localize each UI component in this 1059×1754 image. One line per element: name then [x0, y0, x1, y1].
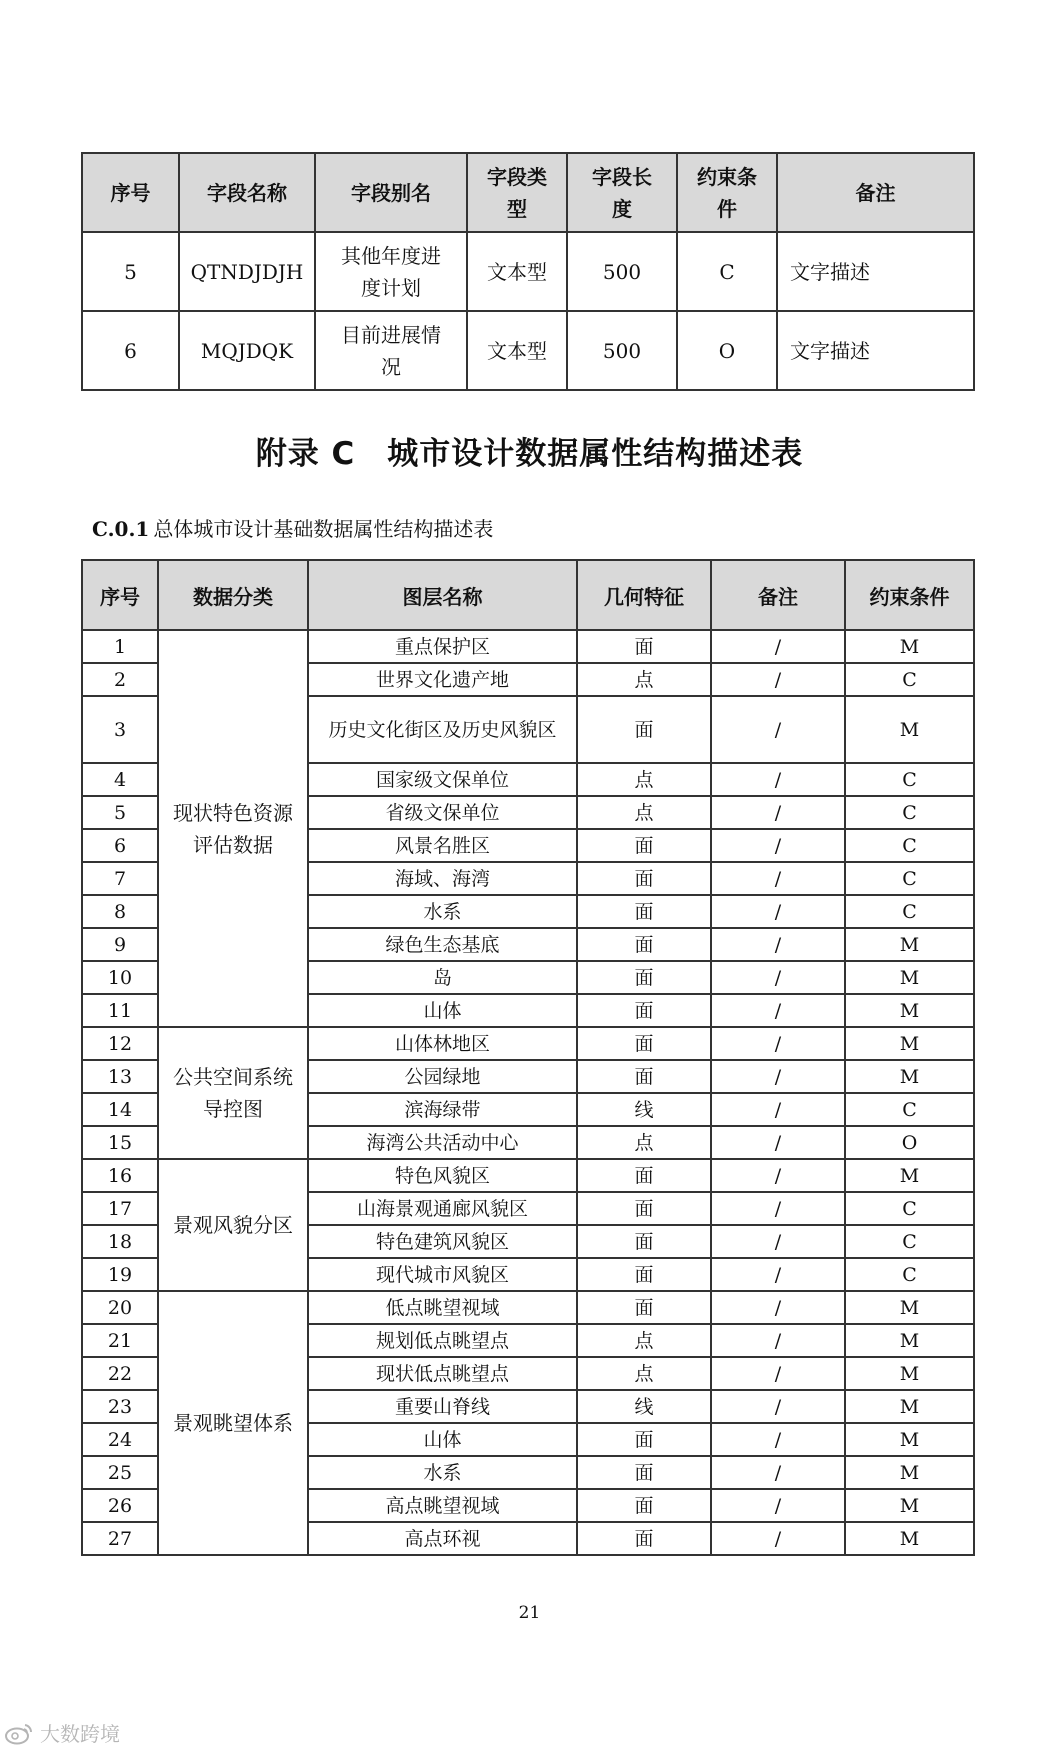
remark-cell: /: [711, 994, 845, 1027]
constraint-cell: C: [845, 1258, 974, 1291]
geometry-cell: 面: [577, 1060, 711, 1093]
field-alias-cell: 其他年度进度计划: [315, 232, 467, 311]
constraint-cell: M: [845, 1060, 974, 1093]
constraint-cell: C: [845, 829, 974, 862]
category-cell: 现状特色资源评估数据: [158, 630, 308, 1027]
remark-cell: /: [711, 1489, 845, 1522]
remark-cell: /: [711, 1060, 845, 1093]
section-title: 总体城市设计基础数据属性结构描述表: [153, 517, 494, 541]
field-table: [81, 152, 975, 391]
constraint-cell: M: [845, 994, 974, 1027]
remark-cell: 文字描述: [777, 232, 974, 311]
header-remark: 备注: [711, 560, 845, 630]
field-type-cell: 文本型: [467, 232, 567, 311]
constraint-cell: M: [845, 1291, 974, 1324]
layer-name-cell: 风景名胜区: [308, 829, 577, 862]
serial-cell: 6: [82, 829, 158, 862]
layer-name-cell: 特色风貌区: [308, 1159, 577, 1192]
serial-cell: 19: [82, 1258, 158, 1291]
constraint-cell: M: [845, 696, 974, 763]
serial-cell: 13: [82, 1060, 158, 1093]
geometry-cell: 面: [577, 1489, 711, 1522]
appendix-title: 附录 C 城市设计数据属性结构描述表: [255, 436, 804, 472]
remark-cell: 文字描述: [777, 311, 974, 390]
constraint-cell: M: [845, 1390, 974, 1423]
serial-cell: 17: [82, 1192, 158, 1225]
remark-cell: /: [711, 763, 845, 796]
layer-name-cell: 历史文化街区及历史风貌区: [308, 696, 577, 763]
layer-name-cell: 重要山脊线: [308, 1390, 577, 1423]
remark-cell: /: [711, 1456, 845, 1489]
header-field-length: 字段长度: [567, 153, 677, 232]
serial-cell: 7: [82, 862, 158, 895]
constraint-cell: M: [845, 1357, 974, 1390]
table-row: [82, 232, 974, 311]
layer-name-cell: 山体: [308, 994, 577, 1027]
layer-name-cell: 现状低点眺望点: [308, 1357, 577, 1390]
serial-cell: 8: [82, 895, 158, 928]
geometry-cell: 面: [577, 1159, 711, 1192]
remark-cell: /: [711, 895, 845, 928]
geometry-cell: 面: [577, 696, 711, 763]
serial-cell: 15: [82, 1126, 158, 1159]
remark-cell: /: [711, 1258, 845, 1291]
remark-cell: /: [711, 1027, 845, 1060]
constraint-cell: C: [845, 1225, 974, 1258]
serial-cell: 22: [82, 1357, 158, 1390]
serial-cell: 11: [82, 994, 158, 1027]
remark-cell: /: [711, 829, 845, 862]
geometry-cell: 点: [577, 1324, 711, 1357]
serial-cell: 25: [82, 1456, 158, 1489]
header-data-category: 数据分类: [158, 560, 308, 630]
serial-cell: 1: [82, 630, 158, 663]
layer-table-body: [82, 630, 974, 1555]
table-row: [82, 1027, 974, 1060]
header-field-name: 字段名称: [179, 153, 315, 232]
geometry-cell: 面: [577, 829, 711, 862]
serial-cell: 12: [82, 1027, 158, 1060]
serial-cell: 10: [82, 961, 158, 994]
serial-cell: 18: [82, 1225, 158, 1258]
layer-name-cell: 水系: [308, 895, 577, 928]
field-alias-cell: 目前进展情况: [315, 311, 467, 390]
section-caption: [92, 513, 493, 542]
constraint-cell: C: [845, 763, 974, 796]
remark-cell: /: [711, 630, 845, 663]
serial-cell: 5: [82, 796, 158, 829]
watermark-text: 大数跨境: [40, 1722, 120, 1746]
serial-cell: 16: [82, 1159, 158, 1192]
layer-name-cell: 国家级文保单位: [308, 763, 577, 796]
serial-cell: 21: [82, 1324, 158, 1357]
remark-cell: /: [711, 928, 845, 961]
header-serial: 序号: [82, 560, 158, 630]
header-serial: 序号: [82, 153, 179, 232]
table-row: [82, 1159, 974, 1192]
serial-cell: 26: [82, 1489, 158, 1522]
layer-name-cell: 规划低点眺望点: [308, 1324, 577, 1357]
geometry-cell: 面: [577, 1192, 711, 1225]
serial-cell: 14: [82, 1093, 158, 1126]
serial-cell: 27: [82, 1522, 158, 1555]
geometry-cell: 点: [577, 1126, 711, 1159]
constraint-cell: M: [845, 630, 974, 663]
remark-cell: /: [711, 663, 845, 696]
layer-name-cell: 水系: [308, 1456, 577, 1489]
constraint-cell: M: [845, 1423, 974, 1456]
remark-cell: /: [711, 796, 845, 829]
watermark: [4, 1718, 120, 1747]
header-layer-name: 图层名称: [308, 560, 577, 630]
remark-cell: /: [711, 1423, 845, 1456]
layer-name-cell: 山海景观通廊风貌区: [308, 1192, 577, 1225]
geometry-cell: 线: [577, 1093, 711, 1126]
serial-cell: 3: [82, 696, 158, 763]
constraint-cell: M: [845, 1522, 974, 1555]
serial-cell: 4: [82, 763, 158, 796]
remark-cell: /: [711, 1093, 845, 1126]
remark-cell: /: [711, 1159, 845, 1192]
geometry-cell: 面: [577, 994, 711, 1027]
section-number: C.0.1: [92, 517, 150, 541]
remark-cell: /: [711, 862, 845, 895]
category-cell: 景观风貌分区: [158, 1159, 308, 1291]
layer-name-cell: 特色建筑风貌区: [308, 1225, 577, 1258]
geometry-cell: 面: [577, 1291, 711, 1324]
constraint-cell: M: [845, 1456, 974, 1489]
layer-name-cell: 重点保护区: [308, 630, 577, 663]
layer-name-cell: 海域、海湾: [308, 862, 577, 895]
serial-cell: 6: [82, 311, 179, 390]
geometry-cell: 面: [577, 1225, 711, 1258]
geometry-cell: 面: [577, 895, 711, 928]
remark-cell: /: [711, 1192, 845, 1225]
field-name-cell: MQJDQK: [179, 311, 315, 390]
remark-cell: /: [711, 1390, 845, 1423]
serial-cell: 2: [82, 663, 158, 696]
geometry-cell: 面: [577, 961, 711, 994]
remark-cell: /: [711, 1126, 845, 1159]
geometry-cell: 面: [577, 1456, 711, 1489]
table-row: [82, 1291, 974, 1324]
geometry-cell: 面: [577, 1423, 711, 1456]
layer-name-cell: 低点眺望视域: [308, 1291, 577, 1324]
field-length-cell: 500: [567, 232, 677, 311]
layer-name-cell: 世界文化遗产地: [308, 663, 577, 696]
field-table-header-row: [82, 153, 974, 232]
category-cell: 公共空间系统导控图: [158, 1027, 308, 1159]
header-constraint: 约束条件: [677, 153, 777, 232]
table-row: [82, 630, 974, 663]
constraint-cell: C: [845, 796, 974, 829]
serial-cell: 23: [82, 1390, 158, 1423]
layer-table-header-row: [82, 560, 974, 630]
serial-cell: 5: [82, 232, 179, 311]
layer-name-cell: 滨海绿带: [308, 1093, 577, 1126]
header-constraint: 约束条件: [845, 560, 974, 630]
geometry-cell: 点: [577, 1357, 711, 1390]
remark-cell: /: [711, 696, 845, 763]
field-length-cell: 500: [567, 311, 677, 390]
constraint-cell: M: [845, 928, 974, 961]
header-field-alias: 字段别名: [315, 153, 467, 232]
geometry-cell: 面: [577, 862, 711, 895]
constraint-cell: M: [845, 1324, 974, 1357]
layer-name-cell: 高点环视: [308, 1522, 577, 1555]
header-geometry: 几何特征: [577, 560, 711, 630]
remark-cell: /: [711, 1324, 845, 1357]
geometry-cell: 点: [577, 663, 711, 696]
constraint-cell: O: [845, 1126, 974, 1159]
layer-name-cell: 省级文保单位: [308, 796, 577, 829]
remark-cell: /: [711, 1522, 845, 1555]
constraint-cell: M: [845, 1159, 974, 1192]
geometry-cell: 面: [577, 1522, 711, 1555]
field-type-cell: 文本型: [467, 311, 567, 390]
geometry-cell: 面: [577, 928, 711, 961]
header-field-type: 字段类型: [467, 153, 567, 232]
constraint-cell: C: [845, 1192, 974, 1225]
constraint-cell: O: [677, 311, 777, 390]
constraint-cell: M: [845, 961, 974, 994]
serial-cell: 9: [82, 928, 158, 961]
geometry-cell: 面: [577, 1258, 711, 1291]
field-name-cell: QTNDJDJH: [179, 232, 315, 311]
layer-name-cell: 山体: [308, 1423, 577, 1456]
page-number: 21: [518, 1603, 541, 1623]
layer-name-cell: 海湾公共活动中心: [308, 1126, 577, 1159]
geometry-cell: 面: [577, 1027, 711, 1060]
remark-cell: /: [711, 1291, 845, 1324]
layer-name-cell: 山体林地区: [308, 1027, 577, 1060]
geometry-cell: 点: [577, 763, 711, 796]
constraint-cell: C: [845, 862, 974, 895]
serial-cell: 20: [82, 1291, 158, 1324]
layer-name-cell: 现代城市风貌区: [308, 1258, 577, 1291]
geometry-cell: 面: [577, 630, 711, 663]
layer-name-cell: 公园绿地: [308, 1060, 577, 1093]
remark-cell: /: [711, 1225, 845, 1258]
header-remark: 备注: [777, 153, 974, 232]
layer-attribute-table: [81, 559, 975, 1556]
layer-name-cell: 绿色生态基底: [308, 928, 577, 961]
constraint-cell: C: [845, 663, 974, 696]
layer-name-cell: 高点眺望视域: [308, 1489, 577, 1522]
constraint-cell: M: [845, 1489, 974, 1522]
table-row: [82, 311, 974, 390]
constraint-cell: C: [677, 232, 777, 311]
constraint-cell: C: [845, 1093, 974, 1126]
category-cell: 景观眺望体系: [158, 1291, 308, 1555]
remark-cell: /: [711, 1357, 845, 1390]
geometry-cell: 点: [577, 796, 711, 829]
constraint-cell: M: [845, 1027, 974, 1060]
remark-cell: /: [711, 961, 845, 994]
serial-cell: 24: [82, 1423, 158, 1456]
constraint-cell: C: [845, 895, 974, 928]
geometry-cell: 线: [577, 1390, 711, 1423]
layer-name-cell: 岛: [308, 961, 577, 994]
weibo-logo-icon: [4, 1721, 34, 1745]
